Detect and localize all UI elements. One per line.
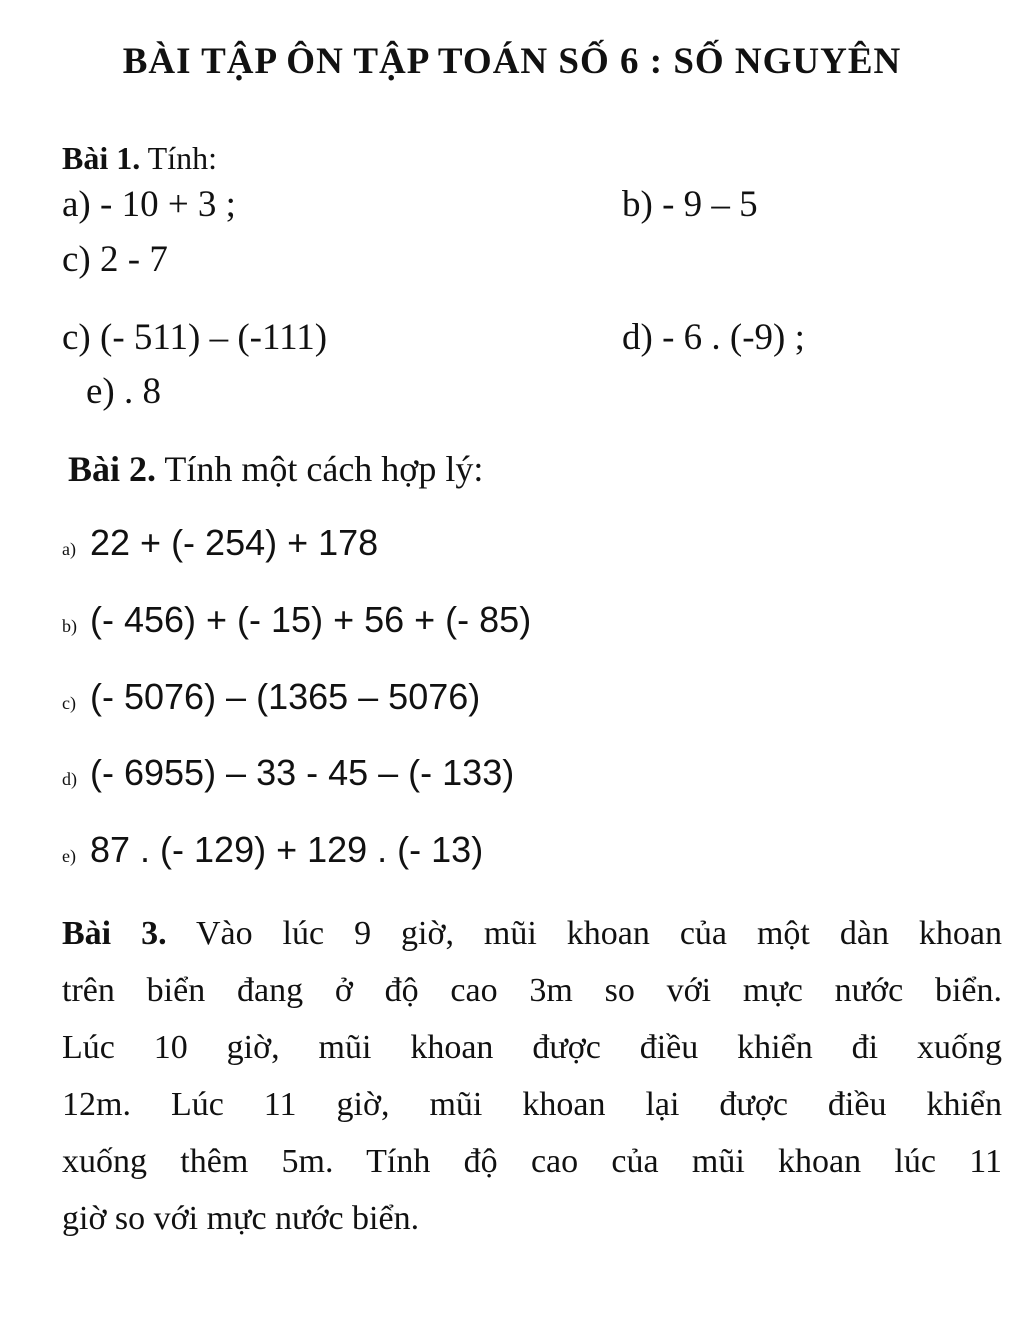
bai3-line-text: Vào lúc 9 giờ, mũi khoan của một dàn khoan [166,915,1002,952]
bai3-line: 12m. Lúc 11 giờ, mũi khoan lại được điều khiển [62,1086,1002,1123]
bai3-line: xuống thêm 5m. Tính độ cao của mũi khoan lúc 11 [62,1143,1002,1180]
bai2-item-label: d) [62,769,77,789]
bai2-item-expr: 87 . (- 129) + 129 . (- 13) [90,829,484,870]
bai3-line: Lúc 10 giờ, mũi khoan được điều khiển đi xuống [62,1029,1002,1066]
bai2-item-b [62,599,531,641]
bai1-item-c1: c) 2 - 7 [62,239,168,280]
bai2-heading-bold: Bài 2. [68,449,157,489]
bai2-item-d [62,752,514,794]
bai2-item-expr: (- 5076) – (1365 – 5076) [90,676,481,717]
bai2-heading-text: Tính một cách hợp lý: [156,449,484,489]
bai1-heading [62,140,217,177]
bai2-item-expr: (- 456) + (- 15) + 56 + (- 85) [90,599,532,640]
bai2-item-c [62,676,480,718]
page-title: BÀI TẬP ÔN TẬP TOÁN SỐ 6 : SỐ NGUYÊN [122,41,902,82]
bai2-item-label: a) [62,539,76,559]
bai1-item-c2: c) (- 511) – (-111) [62,317,328,358]
bai2-item-a [62,522,378,564]
bai3-line [62,905,1002,962]
bai1-item-d: d) - 6 . (-9) ; [622,317,805,358]
bai1-heading-bold: Bài 1. [62,140,141,176]
bai2-item-label: b) [62,616,77,636]
bai2-item-label: c) [62,693,76,713]
bai3-paragraph [62,905,1002,1247]
bai1-item-e: e) . 8 [86,371,161,412]
bai1-heading-text: Tính: [140,140,217,176]
bai3-heading-bold: Bài 3. [62,915,167,952]
bai2-item-label: e) [62,846,76,866]
bai1-item-b: b) - 9 – 5 [622,184,758,225]
bai3-line: giờ so với mực nước biển. [62,1200,420,1237]
bai2-item-expr: 22 + (- 254) + 178 [90,522,379,563]
bai2-item-expr: (- 6955) – 33 - 45 – (- 133) [90,752,515,793]
bai2-item-e [62,829,483,871]
bai2-heading [68,448,483,490]
bai1-item-a: a) - 10 + 3 ; [62,184,236,225]
bai3-line: trên biển đang ở độ cao 3m so với mực nước biển. [62,972,1002,1009]
